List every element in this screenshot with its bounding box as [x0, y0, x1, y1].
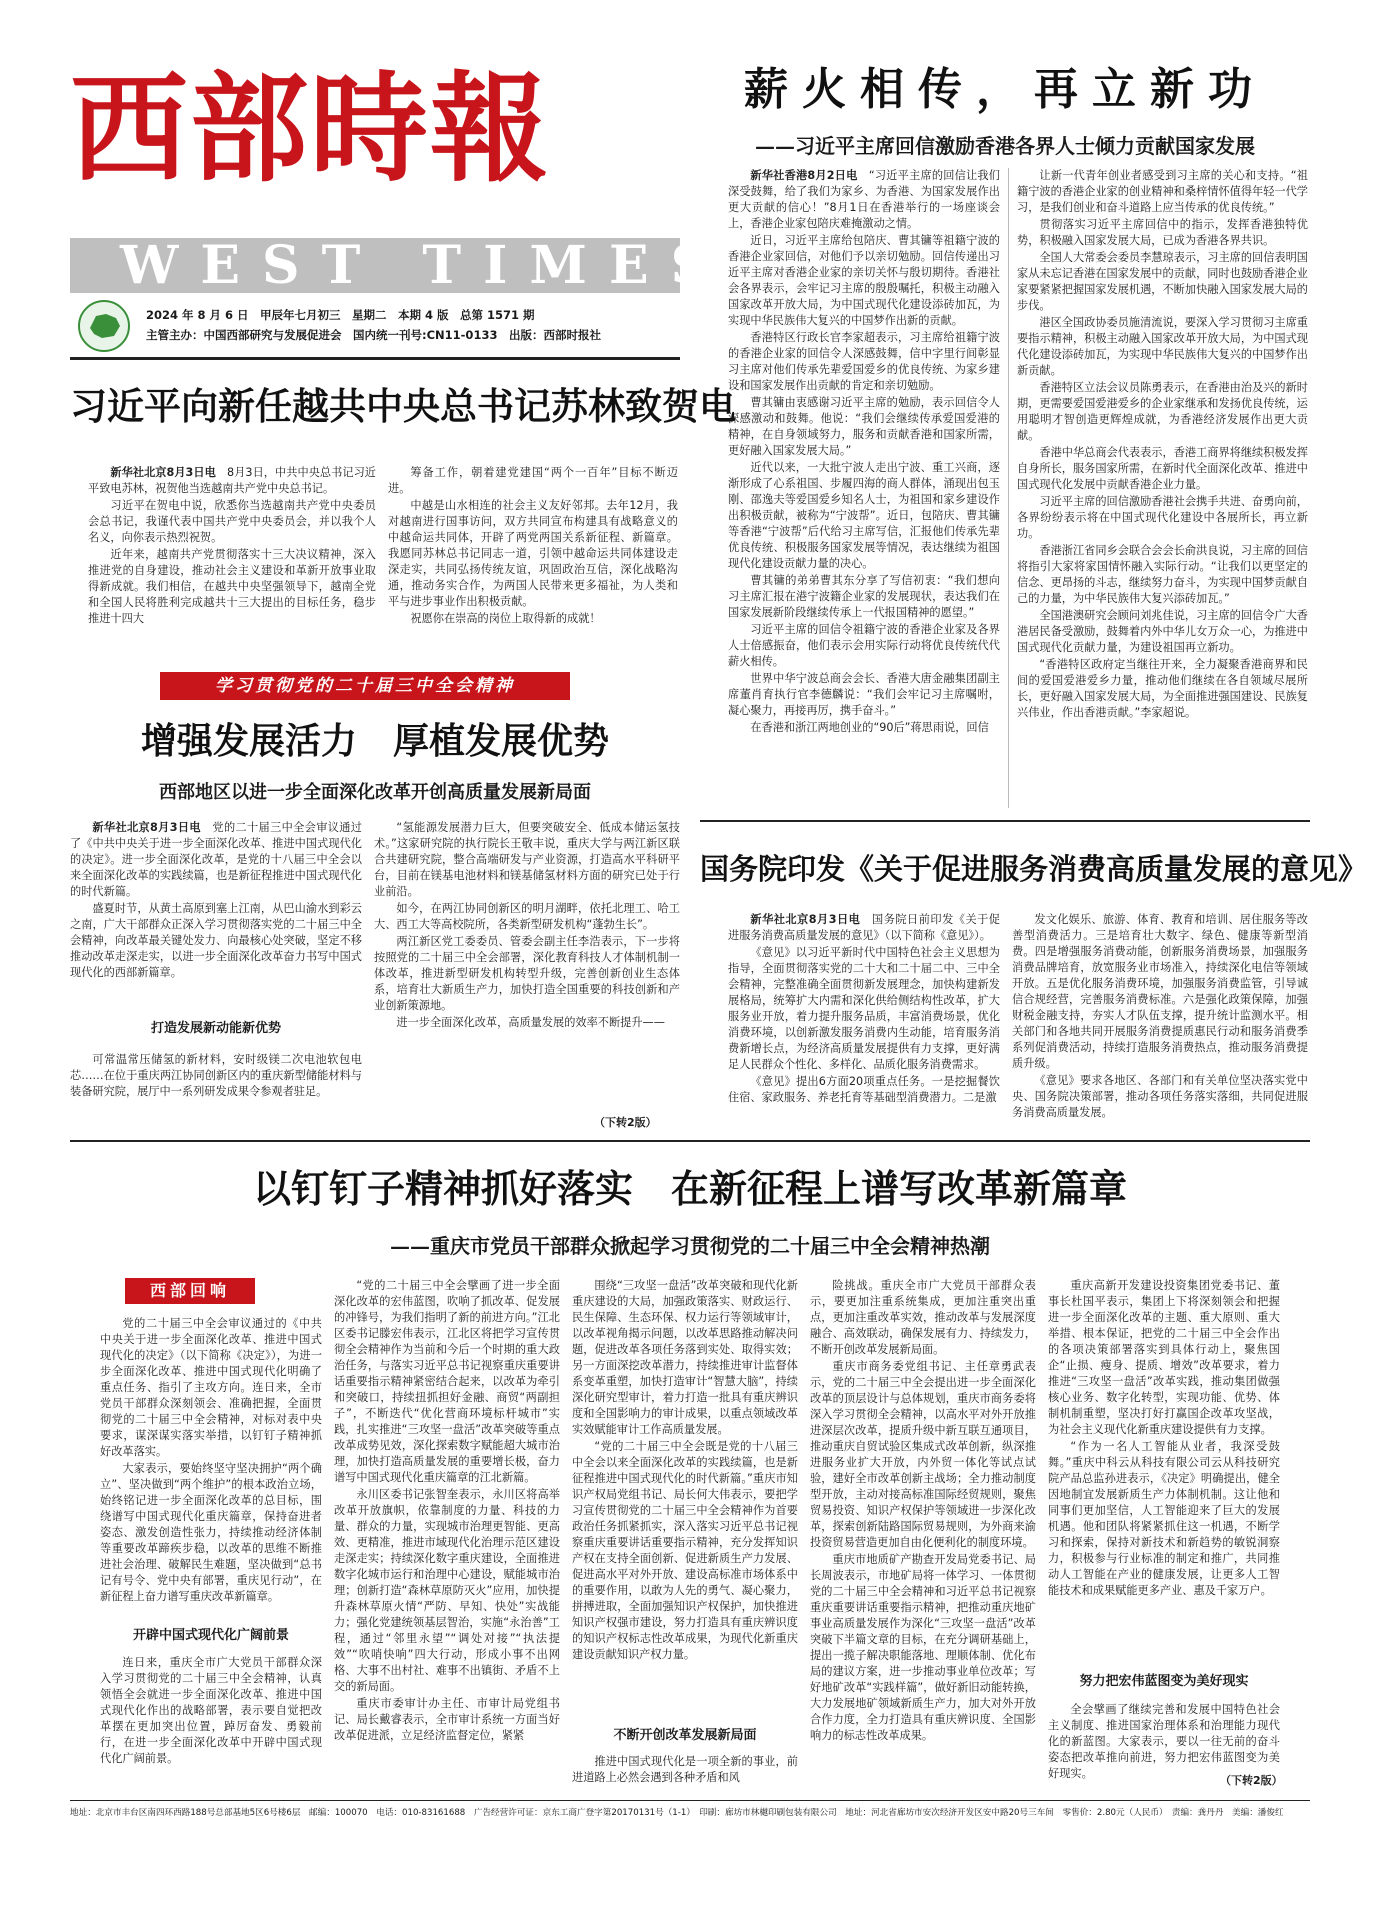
- china-map-icon: [80, 302, 128, 350]
- story-chongqing-col-5: [1048, 1278, 1280, 1658]
- top-story-col-2: [1008, 168, 1308, 808]
- story-development: [70, 712, 680, 1132]
- paragraph: 近代以来，一大批宁波人走出宁波、重工兴商，逐渐形成了心系祖国、步履四海的商人群体，涌现出包玉刚、邵逸夫等爱国爱乡知名人士，为祖国和家乡建设作出积极贡献，被称为“宁波帮”。近日，包陪庆、曹其镛等香港“宁波帮”后代给习主席写信，汇报他们传承先辈优良传统、积极服务国家发展等情况，表达继续为祖国现代化建设贡献力量的决心。: [728, 461, 1000, 570]
- masthead: [70, 59, 731, 350]
- paragraph: 险挑战。重庆全市广大党员干部群众表示，要更加注重系统集成，更加注重突出重点，更加注重改革实效，推动改革与发展深度融合、高效联动，确保发展有力、持续发力，不断开创改革发展新局面。: [810, 1279, 1036, 1356]
- paragraph: 进一步全面深化改革，高质量发展的效率不断提升——: [396, 1016, 665, 1029]
- story-chongqing-col-1: [100, 1316, 322, 1616]
- story-chongqing-tag: 西部回响: [125, 1278, 255, 1304]
- paragraph: 港区全国政协委员施清流说，要深入学习贯彻习主席重要指示精神，积极主动融入国家改革开放大局，为中国式现代化建设添砖加瓦，为实现中华民族伟大复兴的中国梦作出新贡献。: [1017, 316, 1308, 377]
- story-chongqing-subhead-5: 努力把宏伟蓝图变为美好现实: [1079, 1674, 1249, 1689]
- paragraph: 香港中华总商会代表表示，香港工商界将继续积极发挥自身所长，服务国家所需，在新时代全面深化改革、推进中国式现代化发展中贡献香港企业力量。: [1017, 446, 1308, 491]
- story-chongqing-subtitle: ——重庆市党员干部群众掀起学习贯彻党的二十届三中全会精神热潮: [390, 1234, 990, 1258]
- top-story-col-1: [728, 168, 1000, 808]
- dateline: 新华社北京8月3日电: [110, 466, 228, 479]
- story-consumption: [700, 820, 1368, 1130]
- paragraph: “香港特区政府定当继往开来，全力凝聚香港商界和民间的爱国爱港爱乡力量，推动他们继续在各自领域尽展所长，更好融入国家发展大局，为全面推进强国建设、民族复兴伟业，作出香港贡献。”李家超说。: [1017, 658, 1308, 719]
- paragraph: 连日来，重庆全市广大党员干部群众深入学习贯彻党的二十届三中全会精神，认真领悟全会就进一步全面深化改革、推进中国式现代化作出的战略部署，表示要自觉把改革摆在更加突出位置，踔厉奋发、勇毅前行，在进一步全面深化改革中开辟中国式现代化广阔前景。: [100, 1656, 322, 1765]
- story-development-col-2: [374, 820, 680, 1110]
- english-name: WEST TIMES: [120, 235, 731, 296]
- story-consumption-rule: [700, 820, 1310, 822]
- story-chongqing: [70, 1150, 1310, 1790]
- story-chongqing-col-2: [334, 1278, 560, 1786]
- paragraph: 《意见》要求各地区、各部门和有关单位坚决落实党中央、国务院决策部署，推动各项任务落实落细，共同促进服务消费高质量发展。: [1012, 1074, 1308, 1119]
- paragraph: 近日，习近平主席给包陪庆、曹其镛等祖籍宁波的香港企业家回信，对他们予以亲切勉励。回信传递出习近平主席对香港企业家的亲切关怀与殷切期待。香港社会各界表示，会牢记习主席的殷殷嘱托，积极主动融入国家改革开放大局，为中国式现代化建设添砖加瓦，为实现中华民族伟大复兴的中国梦作出新的贡献。: [728, 234, 1000, 327]
- story-chongqing-col-1b: [100, 1655, 322, 1780]
- dateline: 新华社香港8月2日电: [750, 169, 869, 182]
- paragraph: 中越是山水相连的社会主义友好邻邦。去年12月，我对越南进行国事访问，双方共同宣布构建具有战略意义的中越命运共同体，开辟了两党两国关系新征程、新篇章。我愿同苏林总书记同志一道，引领中越命运共同体建设走深走实，共同弘扬传统友谊，巩固政治互信，深化战略沟通，推动务实合作，为两国人民带来更多福祉，为人类和平与进步事业作出积极贡献。: [388, 499, 678, 608]
- study-banner: 学习贯彻党的二十届三中全会精神: [160, 672, 570, 700]
- story-congrats-title: 习近平向新任越共中央总书记苏林致贺电: [70, 385, 736, 428]
- story-development-subhead: 打造发展新动能新优势: [150, 1021, 281, 1036]
- story-chongqing-subhead-3: 不断开创改革发展新局面: [613, 1728, 757, 1743]
- masthead-rule: [70, 357, 680, 360]
- paragraph: 让新一代青年创业者感受到习主席的关心和支持。“祖籍宁波的香港企业家的创业精神和桑梓情怀值得年轻一代学习，是我们创业和奋斗道路上应当传承的优良传统。”: [1017, 169, 1308, 214]
- story-chongqing-col-4: [810, 1278, 1036, 1786]
- sponsor-line: 主管主办：中国西部研究与发展促进会 国内统一刊号:CN11-0133 出版：西部时报社: [146, 328, 601, 342]
- paragraph: 祝愿你在崇高的岗位上取得新的成就！: [410, 612, 601, 625]
- paragraph: 围绕“三攻坚一盘活”改革突破和现代化新重庆建设的大局，加强政策落实、财政运行、民生保障、生态环保、权力运行等领域审计，以改革视角揭示问题，以改革思路推动解决问题，促进改革各项任务落到实处、取得实效；另一方面深挖改革潜力，持续推进审计监督体系变革重塑，加快打造审计“智慧大脑”，持续深化研究型审计，着力打造一批具有重庆辨识度和全国影响力的审计成果，以重点领域改革实效赋能审计工作高质量发展。: [572, 1279, 798, 1436]
- paragraph: “党的二十届三中全会既是党的十八届三中全会以来全面深化改革的实践续篇，也是新征程推进中国式现代化的时代新篇。”重庆市知识产权局党组书记、局长何大伟表示，要把学习宣传贯彻党的二十届三中全会精神作为首要政治任务抓紧抓实，深入落实习近平总书记视察重庆重要讲话重要指示精神，充分发挥知识产权在支持全面创新、促进新质生产力发展、促进高水平对外开放、建设高标准市场体系中的重要作用，以敢为人先的勇气、凝心聚力，拼搏进取，全面加强知识产权保护，加快推进知识产权强市建设，努力打造具有重庆辨识度的知识产权标志性改革成果，为现代化新重庆建设贡献知识产权力量。: [572, 1440, 798, 1661]
- top-story-subtitle: ——习近平主席回信激励香港各界人士倾力贡献国家发展: [755, 134, 1255, 158]
- story-development-title: 增强发展活力 厚植发展优势: [140, 720, 609, 762]
- paragraph: 推进中国式现代化是一项全新的事业，前进道路上必然会遇到各种矛盾和风: [572, 1755, 798, 1784]
- paragraph: 在香港和浙江两地创业的“90后”蒋思雨说，回信: [750, 721, 989, 734]
- paragraph: 《意见》提出6方面20项重点任务。一是挖掘餐饮住宿、家政服务、养老托育等基础型消费潜力。二是激: [728, 1075, 1000, 1104]
- paragraph: 《意见》以习近平新时代中国特色社会主义思想为指导，全面贯彻落实党的二十大和二十届二中、三中全会精神，完整准确全面贯彻新发展理念，加快构建新发展格局，统筹扩大内需和深化供给侧结构性改革，扩大服务业开放，着力提升服务品质，丰富消费场景，优化消费环境，以创新激发服务消费内生动能，培育服务消费新增长点，为经济高质量发展提供有力支撑，更好满足人民群众个性化、多样化、品质化服务消费需求。: [728, 946, 1000, 1071]
- paragraph: 曹其镛的弟弟曹其东分享了写信初衷：“我们想向习主席汇报在港宁波籍企业家的发展现状，表达我们在国家发展新阶段继续传承上一代报国精神的愿望。”: [728, 574, 1000, 619]
- paragraph: 新华社香港8月2日电 “习近平主席的回信让我们深受鼓舞，给了我们为家乡、为香港、为国家发展作出更大贡献的信心！”8月1日在香港举行的一场座谈会上，香港企业家包陪庆难掩激动之情。: [728, 169, 1000, 230]
- paragraph: 习近平主席的回信令祖籍宁波的香港企业家及各界人士倍感振奋，他们表示会用实际行动将优良传统代代薪火相传。: [728, 623, 1000, 668]
- paragraph: 香港特区立法会议员陈勇表示，在香港由治及兴的新时期，更需要爱国爱港爱乡的企业家继承和发扬优良传统，运用聪明才智创造更辉煌成就，为香港经济发展作出更大贡献。: [1017, 381, 1308, 442]
- paragraph: “氢能源发展潜力巨大，但要突破安全、低成本储运氢技术。”这家研究院的执行院长王敬丰说，重庆大学与两江新区联合共建研究院，整合高端研发与产业资源，打造高水平科研平台，目前在镁基电池材料和镁基储氢材料方面的研究已处于行业前沿。: [374, 821, 680, 898]
- story-consumption-title: 国务院印发《关于促进服务消费高质量发展的意见》: [700, 852, 1368, 886]
- paragraph: 盛夏时节，从黄土高原到塞上江南，从巴山渝水到彩云之南，广大干部群众正深入学习贯彻落实党的二十届三中全会精神，向改革最关键处发力、向最核心处突破，坚定不移推动改革走深走实，以进一步全面深化改革奋力书写中国式现代化的西部新篇章。: [70, 902, 362, 979]
- top-story: [700, 60, 1310, 810]
- paragraph: 重庆高新开发建设投资集团党委书记、董事长杜国平表示，集团上下将深刻领会和把握进一步全面深化改革的主题、重大原则、重大举措、根本保证，把党的二十届三中全会作出的各项决策部署落实到具体行动上，聚焦国企“止损、瘦身、提质、增效”改革要求，着力推进“三攻坚一盘活”改革实践，推动集团做强核心业务、数字化转型，实现功能、优势、体制机制重塑，坚决打好打赢国企改革攻坚战，为社会主义现代化新重庆建设提供有力支撑。: [1048, 1279, 1280, 1436]
- story-chongqing-continued: （下转2版）: [1220, 1774, 1283, 1787]
- publisher-emblem: [78, 300, 130, 352]
- story-chongqing-col-3: [572, 1278, 798, 1710]
- paragraph: 贯彻落实习近平主席回信中的指示，发挥香港独特优势，积极融入国家发展大局，已成为香港各界共识。: [1017, 218, 1308, 247]
- issue-date-line: 2024 年 8 月 6 日 甲辰年七月初三 星期二 本期 4 版 总第 1571 期: [146, 308, 535, 322]
- paragraph: 全会擘画了继续完善和发展中国特色社会主义制度、推进国家治理体系和治理能力现代化的新蓝图。大家表示，要以一往无前的奋斗姿态把改革推向前进，努力把宏伟蓝图变为美好现实。: [1048, 1703, 1280, 1780]
- dateline: 新华社北京8月3日电: [92, 821, 213, 834]
- paragraph: 新华社北京8月3日电 党的二十届三中全会审议通过了《中共中央关于进一步全面深化改革、推进中国式现代化的决定》。进一步全面深化改革，是党的十八届三中全会以来全面深化改革的实践续篇，也是新征程推进中国式现代化的时代新篇。: [70, 821, 362, 898]
- story-development-continued: （下转2版）: [594, 1116, 657, 1129]
- paragraph: 全国港澳研究会顾问刘兆佳说，习主席的回信令广大香港居民备受激励，鼓舞着内外中华儿女万众一心，为推进中国式现代化贡献力量，为建设祖国再立新功。: [1017, 609, 1308, 654]
- story-congrats-col-2: [388, 465, 678, 655]
- paragraph: 可常温常压储氢的新材料，安时级镁二次电池软包电芯……在位于重庆两江协同创新区内的重庆新型储能材料与装备研究院，展厅中一系列研发成果令参观者驻足。: [70, 1053, 362, 1098]
- story-consumption-col-2: [1012, 912, 1308, 1124]
- paragraph: 党的二十届三中全会审议通过的《中共中央关于进一步全面深化改革、推进中国式现代化的决定》（以下简称《决定》），为进一步全面深化改革、推进中国式现代化明确了重点任务、指引了主攻方向。连日来，全市党员干部群众深刻领会、准确把握，全面贯彻党的二十届三中全会精神，对标对表中央要求，谋深谋实落实举措，以钉钉子精神抓好改革落实。: [100, 1317, 322, 1458]
- story-development-subtitle: 西部地区以进一步全面深化改革开创高质量发展新局面: [159, 782, 591, 803]
- footer-info: 地址：北京市丰台区南四环西路188号总部基地5区6号楼6层 邮编：100070 电话：010-83161688 广告经营许可证：京东工商广登字第20170131号（1-1） 印刷：廊坊市林樾印刷包装有限公司 地址：河北省廊坊市安次经济开发区安中路20号三车间 零售价：2.80元（人民币） 责编：龚丹丹 美编：潘俊红: [70, 1808, 1284, 1818]
- story-development-col-1b: [70, 1052, 362, 1122]
- paragraph: 曹其镛由衷感谢习近平主席的勉励，表示回信令人深感激动和鼓舞。他说：“我们会继续传承爱国爱港的精神，在自身领域努力，服务和贡献香港和国家所需，更好融入国家发展大局。”: [728, 396, 1000, 457]
- story-chongqing-col-3b: [572, 1754, 798, 1788]
- paragraph: 习近平在贺电中说，欣悉你当选越南共产党中央委员会总书记，我谨代表中国共产党中央委员会，并以我个人名义，向你表示热烈祝贺。: [88, 499, 376, 544]
- story-congrats: [70, 375, 736, 665]
- story-development-col-1: [70, 820, 362, 1000]
- paragraph: 大家表示，要始终坚守坚决拥护“两个确立”、坚决做到“两个维护”的根本政治立场，始终铭记进一步全面深化改革的总目标，围绕谱写中国式现代化重庆篇章，保持奋进者姿态、激发创造性张力，持续推动经济体制等重要改革蹄疾步稳，以改革的思维不断推进社会治理、破解民生难题，坚决做到“总书记有号令、党中央有部署，重庆见行动”，在新征程上奋力谱写重庆改革新篇章。: [100, 1462, 322, 1603]
- paragraph: 香港特区行政长官李家超表示，习主席给祖籍宁波的香港企业家的回信令人深感鼓舞，信中字里行间彰显习主席对他们传承先辈爱国爱乡的优良传统、为家乡建设和国家发展作出贡献的肯定和亲切勉励。: [728, 331, 1000, 392]
- story-chongqing-col-5b: [1048, 1702, 1280, 1780]
- paragraph: 重庆市商务委党组书记、主任章勇武表示，党的二十届三中全会提出进一步全面深化改革的顶层设计与总体规划，重庆市商务委将深入学习贯彻全会精神，以高水平对外开放推进深层次改革，提质升级中新互联互通项目，推动重庆自贸试验区集成式改革创新，纵深推进服务业扩大开放，内外贸一体化等试点试验，建好全市改革创新主战场；全力推动制度型开放，主动对接高标准国际经贸规则，聚焦贸易投资、知识产权保护等领域进一步深化改革，探索创新陆路国际贸易规则，为外商来渝投资贸易营造更加自由化便利化的制度环境。: [810, 1360, 1036, 1549]
- story-consumption-col-1: [728, 912, 1000, 1124]
- paragraph: 重庆市地质矿产勘查开发局党委书记、局长周波表示，市地矿局将一体学习、一体贯彻党的二十届三中全会精神和习近平总书记视察重庆重要讲话重要指示精神，把推动重庆地矿事业高质量发展作为深化“三攻坚一盘活”改革突破下半篇文章的目标，在充分调研基础上，提出一揽子解决职能落地、理顺体制、优化布局的建议方案，进一步推动事业单位改革；写好地矿改革“实践样篇”，做好新旧动能转换，大力发展地矿领域新质生产力，加大对外开放合作力度，全力打造具有重庆辨识度、全国影响力的标志性改革成果。: [810, 1553, 1036, 1742]
- mid-rule: [70, 1140, 1310, 1142]
- paragraph: 如今，在两江协同创新区的明月湖畔，依托北理工、哈工大、西工大等高校院所，各类新型研发机构“蓬勃生长”。: [374, 902, 680, 931]
- english-band: [70, 235, 731, 296]
- paragraph: 新华社北京8月3日电 8月3日，中共中央总书记习近平致电苏林，祝贺他当选越南共产党中央总书记。: [88, 466, 376, 495]
- story-congrats-col-1: [88, 465, 376, 655]
- paragraph: 全国人大常委会委员李慧琼表示，习主席的回信表明国家从未忘记香港在国家发展中的贡献，同时也鼓励香港企业家要紧紧把握国家发展机遇，不断加快融入国家发展大局的步伐。: [1017, 251, 1308, 312]
- paragraph: 习近平主席的回信激励香港社会携手共进、奋勇向前，各界纷纷表示将在中国式现代化建设中各展所长，再立新功。: [1017, 495, 1308, 540]
- paragraph: 筹备工作，朝着建党建国“两个一百年”目标不断迈进。: [388, 466, 678, 495]
- paragraph: 近年来，越南共产党贯彻落实十三大决议精神，深入推进党的自身建设，推动社会主义建设和革新开放事业取得新成就。我们相信，在越共中央坚强领导下，越南全党和全国人民将胜利完成越共十三大提出的目标任务，稳步推进十四大: [88, 548, 376, 625]
- paragraph: 香港浙江省同乡会联合会会长俞洪良说，习主席的回信将指引大家将家国情怀融入实际行动。“让我们以更坚定的信念、更昂扬的斗志，继续努力奋斗，为实现中国梦贡献自己的力量，为中华民族伟大复兴添砖加瓦。”: [1017, 544, 1308, 605]
- top-story-title: 薪火相传，再立新功: [744, 64, 1266, 115]
- footer-rule: [70, 1800, 1310, 1801]
- paragraph: 新华社北京8月3日电 国务院日前印发《关于促进服务消费高质量发展的意见》（以下简称《意见》）。: [728, 913, 1000, 942]
- story-chongqing-title: 以钉钉子精神抓好落实 在新征程上谱写改革新篇章: [252, 1166, 1127, 1211]
- paragraph: 永川区委书记张智奎表示，永川区将高举改革开放旗帜，依靠制度的力量、科技的力量、群众的力量，实现城市治理更智能、更高效、更精准，推进市域现代化治理示范区建设走深走实；持续深化数字重庆建设，全面推进数字化城市运行和治理中心建设，赋能城市治理；创新打造“森林草原防灭火”应用，加快提升森林草原火情“严防、早知、快处”实战能力；强化党建统领基层智治，实施“永治善”工程，通过“邻里永望”“调处对接”“执法提效”“吹哨快响”四大行动，形成小事不出网格、大事不出村社、难事不出镇街、矛盾不上交的新局面。: [334, 1488, 560, 1693]
- dateline: 新华社北京8月3日电: [750, 913, 873, 926]
- paragraph: “作为一名人工智能从业者，我深受鼓舞。”重庆中科云从科技有限公司云从科技研究院产品总监孙进表示，《决定》明确提出，健全因地制宜发展新质生产力体制机制。这让他和同事们更加坚信，人工智能迎来了巨大的发展机遇。他和团队将紧紧抓住这一机遇，不断学习和探索，保持对新技术和新趋势的敏锐洞察力，积极参与行业标准的制定和推广，共同推动人工智能在产业的健康发展，让更多人工智能技术和成果赋能更多产业、惠及千家万户。: [1048, 1440, 1280, 1597]
- story-chongqing-subhead-1: 开辟中国式现代化广阔前景: [132, 1628, 289, 1643]
- masthead-logo: 西部時報: [70, 59, 551, 198]
- paragraph: “党的二十届三中全会擘画了进一步全面深化改革的宏伟蓝图，吹响了抓改革、促发展的冲锋号，为我们指明了新的前进方向。”江北区委书记滕宏伟表示，江北区将把学习宣传贯彻全会精神作为当前和今后一个时期的重大政治任务，与落实习近平总书记视察重庆重要讲话重要指示精神紧密结合起来，以改革为牵引和突破口，持续扭抓担好金融、商贸“两副担子”，不断迭代“优化营商环境标杆城市”实践，扎实推进“三攻坚一盘活”改革突破等重点改革成势见效，深化探索数字赋能超大城市治理，加快打造高质量发展的重要增长极，奋力谱写中国式现代化重庆篇章的江北新篇。: [334, 1279, 560, 1484]
- paragraph: 发文化娱乐、旅游、体育、教育和培训、居住服务等改善型消费活力。三是培育壮大数字、绿色、健康等新型消费。四是增强服务消费动能，创新服务消费场景，加强服务消费品牌培育，放宽服务业市场准入，持续深化电信等领域开放。五是优化服务消费环境，加强服务消费监管，引导诚信合规经营，完善服务消费标准。六是强化政策保障，加强财税金融支持，夯实人才队伍支撑，提升统计监测水平。相关部门和各地共同开展服务消费提质惠民行动和服务消费季系列促消费活动，持续打造服务消费热点，推动服务消费提质升级。: [1012, 913, 1308, 1070]
- paragraph: 世界中华宁波总商会会长、香港大唐金融集团副主席董肖育执行官李德麟说：“我们会牢记习主席嘱咐，凝心聚力，再接再厉，携手奋斗。”: [728, 672, 1000, 717]
- paragraph: 重庆市委审计办主任、市审计局党组书记、局长戴睿表示，全市审计系统一方面当好改革促进派，立足经济监督定位，紧紧: [334, 1697, 560, 1742]
- paragraph: 两江新区党工委委员、管委会副主任李浩表示，下一步将按照党的二十届三中全会部署，深化教育科技人才体制机制一体改革，推进新型研发机构转型升级，完善创新创业生态体系，培育壮大新质生产力，加快打造全国重要的科技创新和产业创新策源地。: [374, 935, 680, 1012]
